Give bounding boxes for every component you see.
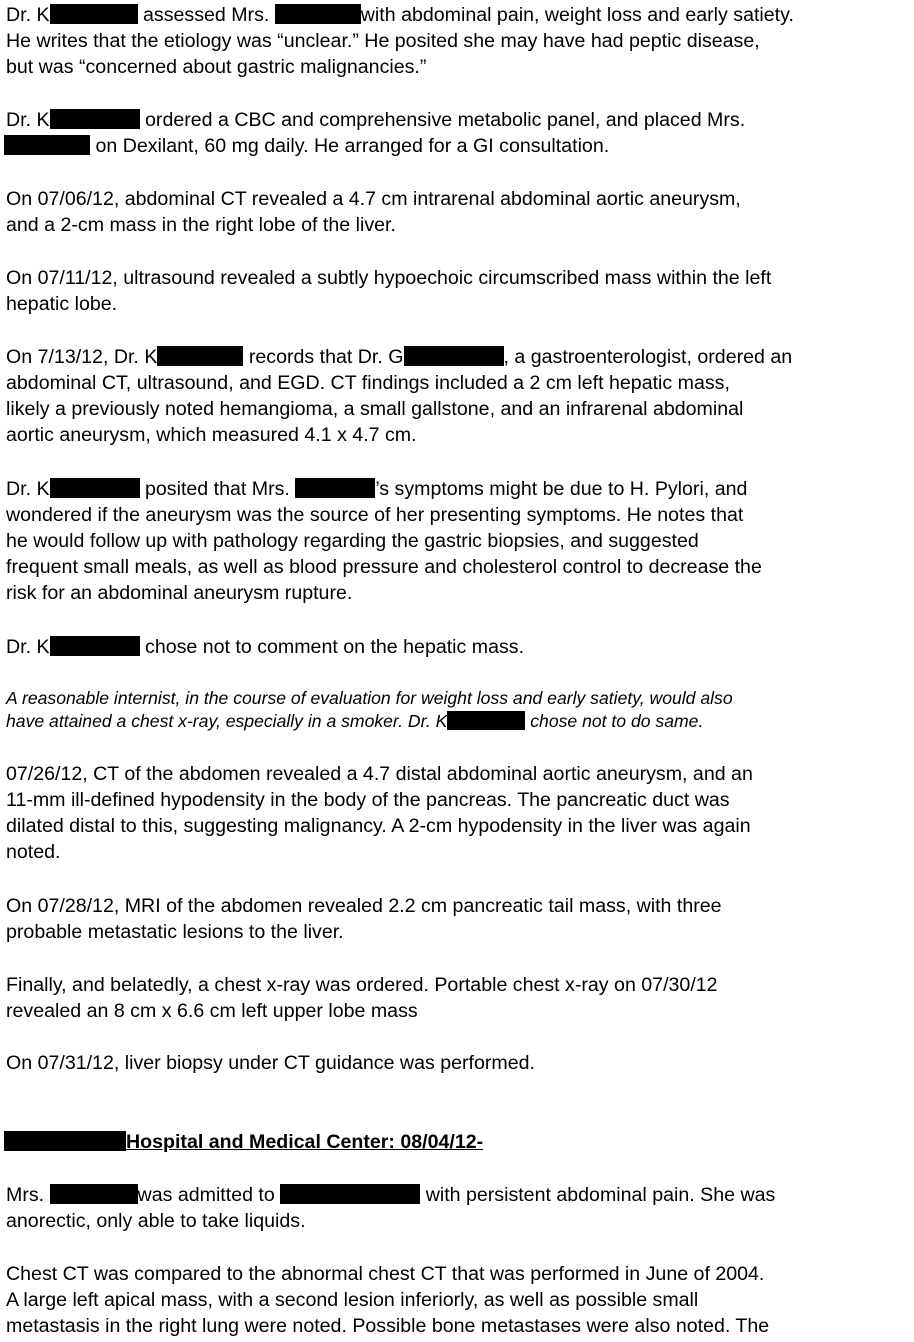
text-span: ordered a CBC and comprehensive metabolic panel, and placed Mrs. — [145, 109, 746, 131]
redaction-box — [50, 636, 140, 656]
redaction-box — [280, 1184, 420, 1204]
redaction-box — [4, 1131, 126, 1151]
paragraph-5-line-1 — [6, 344, 792, 370]
paragraph-6-line-2: wondered if the aneurysm was the source of her presenting symptoms. He notes that — [6, 504, 744, 526]
paragraph-5-line-3: likely a previously noted hemangioma, a small gallstone, and an infrarenal abdominal — [6, 398, 744, 420]
paragraph-1-line-3: but was “concerned about gastric malignancies.” — [6, 56, 427, 78]
paragraph-14-line-1: Chest CT was compared to the abnormal chest CT that was performed in June of 2004. — [6, 1263, 765, 1285]
paragraph-9-line-2: 11-mm ill-defined hypodensity in the body of the pancreas. The pancreatic duct was — [6, 789, 730, 811]
paragraph-1-line-2: He writes that the etiology was “unclear.” He posited she may have had peptic disease, — [6, 30, 760, 52]
redaction-box — [404, 346, 504, 366]
text-span: , a gastroenterologist, ordered an — [503, 346, 793, 368]
text-span: ’s symptoms might be due to H. Pylori, and — [375, 478, 748, 500]
paragraph-2-line-1 — [6, 107, 745, 133]
paragraph-8-line-1: A reasonable internist, in the course of evaluation for weight loss and early satiety, would also — [6, 688, 733, 708]
paragraph-9-line-1: 07/26/12, CT of the abdomen revealed a 4.7 distal abdominal aortic aneurysm, and an — [6, 763, 753, 785]
text-span: Dr. K — [6, 478, 50, 500]
paragraph-11-line-1: Finally, and belatedly, a chest x-ray was ordered. Portable chest x-ray on 07/30/12 — [6, 974, 718, 996]
text-span: have attained a chest x-ray, especially in a smoker. Dr. K — [6, 711, 448, 731]
paragraph-5-line-4: aortic aneurysm, which measured 4.1 x 4.7 cm. — [6, 424, 417, 446]
paragraph-6-line-4: frequent small meals, as well as blood pressure and cholesterol control to decrease the — [6, 556, 762, 578]
paragraph-6-line-5: risk for an abdominal aneurysm rupture. — [6, 582, 353, 604]
paragraph-14-line-2: A large left apical mass, with a second lesion inferiorly, as well as possible small — [6, 1289, 699, 1311]
paragraph-4-line-2: hepatic lobe. — [6, 293, 118, 315]
text-span: Dr. K — [6, 4, 50, 26]
redaction-box — [157, 346, 243, 366]
text-span: with abdominal pain, weight loss and early satiety. — [360, 4, 794, 26]
paragraph-10-line-1: On 07/28/12, MRI of the abdomen revealed 2.2 cm pancreatic tail mass, with three — [6, 895, 722, 917]
text-span: was admitted to — [137, 1184, 275, 1206]
paragraph-6-line-1 — [6, 476, 747, 502]
paragraph-5-line-2: abdominal CT, ultrasound, and EGD. CT findings included a 2 cm left hepatic mass, — [6, 372, 730, 394]
paragraph-13-line-2: anorectic, only able to take liquids. — [6, 1210, 306, 1232]
redaction-box — [275, 4, 361, 24]
paragraph-2-line-2 — [4, 133, 609, 159]
section-heading-text: Hospital and Medical Center: 08/04/12- — [126, 1131, 484, 1153]
paragraph-8-line-2 — [6, 709, 703, 733]
paragraph-10-line-2: probable metastatic lesions to the liver. — [6, 921, 344, 943]
text-span: posited that Mrs. — [145, 478, 290, 500]
paragraph-4-line-1: On 07/11/12, ultrasound revealed a subtly hypoechoic circumscribed mass within the left — [6, 267, 772, 289]
redaction-box — [50, 109, 140, 129]
paragraph-13-line-1 — [6, 1182, 775, 1208]
paragraph-9-line-3: dilated distal to this, suggesting malignancy. A 2-cm hypodensity in the liver was again — [6, 815, 751, 837]
redaction-box — [4, 135, 90, 155]
redaction-box — [50, 1184, 138, 1204]
redaction-box — [295, 478, 375, 498]
text-span: chose not to do same. — [530, 711, 704, 731]
paragraph-9-line-4: noted. — [6, 841, 61, 863]
section-heading — [4, 1129, 483, 1155]
redaction-box — [50, 478, 140, 498]
paragraph-3-line-1: On 07/06/12, abdominal CT revealed a 4.7 cm intrarenal abdominal aortic aneurysm, — [6, 188, 741, 210]
text-span: On 7/13/12, Dr. K — [6, 346, 158, 368]
text-span: Dr. K — [6, 636, 50, 658]
text-span: records that Dr. G — [248, 346, 404, 368]
text-span: on Dexilant, 60 mg daily. He arranged for a GI consultation. — [95, 135, 610, 157]
paragraph-6-line-3: he would follow up with pathology regarding the gastric biopsies, and suggested — [6, 530, 699, 552]
paragraph-12-line-1: On 07/31/12, liver biopsy under CT guidance was performed. — [6, 1052, 535, 1074]
text-span: chose not to comment on the hepatic mass. — [145, 636, 525, 658]
text-span: with persistent abdominal pain. She was — [425, 1184, 776, 1206]
redaction-box — [50, 4, 138, 24]
text-span: assessed Mrs. — [143, 4, 270, 26]
paragraph-11-line-2: revealed an 8 cm x 6.6 cm left upper lobe mass — [6, 1000, 418, 1022]
paragraph-1-line-1 — [6, 2, 794, 28]
text-span: Dr. K — [6, 109, 50, 131]
paragraph-7-line-1 — [6, 634, 524, 660]
redaction-box — [447, 711, 525, 730]
paragraph-3-line-2: and a 2-cm mass in the right lobe of the liver. — [6, 214, 396, 236]
paragraph-14-line-3: metastasis in the right lung were noted. Possible bone metastases were also noted. The — [6, 1315, 770, 1337]
text-span: Mrs. — [6, 1184, 45, 1206]
